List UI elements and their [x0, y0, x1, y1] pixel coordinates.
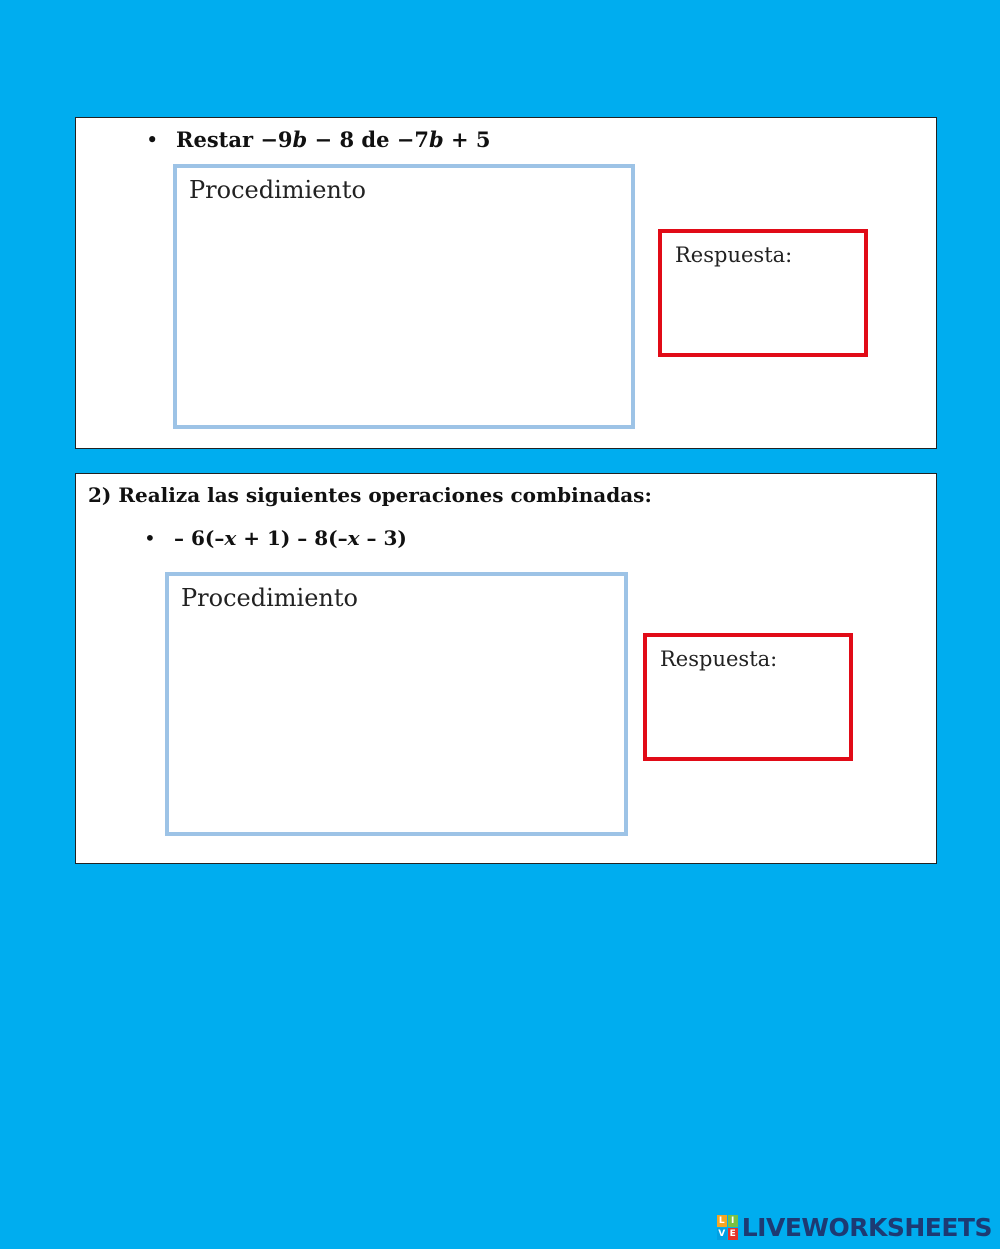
exercise-2-panel: [75, 473, 937, 864]
bullet-icon: •: [146, 128, 159, 152]
bullet-icon: •: [144, 526, 156, 550]
procedure-label: Procedimiento: [181, 584, 358, 612]
statement-prefix: Restar: [176, 127, 254, 152]
expression: – 6(–x + 1) – 8(–x – 3): [174, 526, 407, 550]
answer-input-1[interactable]: [674, 285, 858, 337]
procedure-box-1[interactable]: [173, 164, 635, 429]
answer-box-1[interactable]: [658, 229, 868, 357]
expression-a: −9b − 8: [260, 127, 355, 152]
liveworksheets-logo: [717, 1213, 992, 1241]
procedure-label: Procedimiento: [189, 176, 366, 204]
answer-label: Respuesta:: [660, 647, 778, 671]
expression-b: −7b + 5: [396, 127, 491, 152]
answer-input-2[interactable]: [659, 689, 843, 741]
logo-mark-icon: L I V E: [718, 1215, 736, 1239]
answer-label: Respuesta:: [675, 243, 793, 267]
exercise-2-heading: 2) Realiza las siguientes operaciones combinadas:: [88, 483, 652, 507]
exercise-2-statement: [144, 526, 407, 550]
statement-connector: de: [361, 127, 390, 152]
answer-box-2[interactable]: [643, 633, 853, 761]
logo-text: LIVEWORKSHEETS: [741, 1212, 992, 1242]
procedure-box-2[interactable]: [165, 572, 628, 836]
exercise-1-panel: [75, 117, 937, 449]
exercise-1-statement: [146, 127, 491, 152]
